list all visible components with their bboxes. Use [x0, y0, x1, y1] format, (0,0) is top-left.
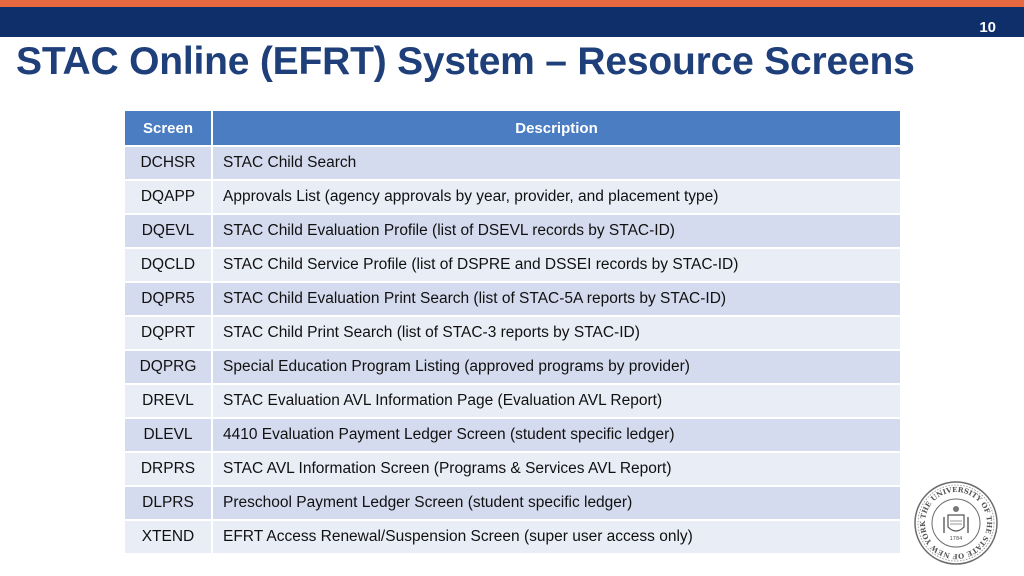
table-row [125, 181, 900, 213]
table-row [125, 249, 900, 281]
state-seal-icon [914, 481, 998, 565]
page-number: 10 [979, 19, 996, 36]
table-row [125, 453, 900, 485]
screen-description: STAC Child Search [213, 147, 900, 179]
screen-column-header: Screen [125, 111, 213, 145]
screen-code: DQPRT [125, 317, 213, 349]
accent-stripe [0, 0, 1024, 7]
screen-description: 4410 Evaluation Payment Ledger Screen (student specific ledger) [213, 419, 900, 451]
screen-code: DQEVL [125, 215, 213, 247]
screen-code: DQPRG [125, 351, 213, 383]
screen-code: XTEND [125, 521, 213, 553]
screen-description: STAC AVL Information Screen (Programs & Services AVL Report) [213, 453, 900, 485]
table-row [125, 215, 900, 247]
screen-code: DQAPP [125, 181, 213, 213]
screen-description: STAC Child Evaluation Print Search (list of STAC-5A reports by STAC-ID) [213, 283, 900, 315]
table-row [125, 385, 900, 417]
resource-screens-table [125, 109, 900, 555]
screen-code: DCHSR [125, 147, 213, 179]
screen-code: DREVL [125, 385, 213, 417]
table-row [125, 351, 900, 383]
table-header-row [125, 111, 900, 145]
screen-description: STAC Child Evaluation Profile (list of DSEVL records by STAC-ID) [213, 215, 900, 247]
table-row [125, 487, 900, 519]
table-row [125, 147, 900, 179]
screen-code: DLEVL [125, 419, 213, 451]
seal-text: THE UNIVERSITY OF THE STATE OF NEW YORK [917, 484, 995, 562]
screen-code: DQPR5 [125, 283, 213, 315]
screen-description: Approvals List (agency approvals by year, provider, and placement type) [213, 181, 900, 213]
screen-description: STAC Child Print Search (list of STAC-3 reports by STAC-ID) [213, 317, 900, 349]
table-row [125, 283, 900, 315]
table-row [125, 317, 900, 349]
table-row [125, 419, 900, 451]
header-bar [0, 7, 1024, 37]
description-column-header: Description [213, 111, 900, 145]
screen-description: STAC Child Service Profile (list of DSPRE and DSSEI records by STAC-ID) [213, 249, 900, 281]
screen-code: DRPRS [125, 453, 213, 485]
page-title: STAC Online (EFRT) System – Resource Screens [16, 40, 915, 83]
table-row [125, 521, 900, 553]
screen-code: DQCLD [125, 249, 213, 281]
screen-description: STAC Evaluation AVL Information Page (Evaluation AVL Report) [213, 385, 900, 417]
screen-description: EFRT Access Renewal/Suspension Screen (super user access only) [213, 521, 900, 553]
screen-description: Preschool Payment Ledger Screen (student specific ledger) [213, 487, 900, 519]
seal-year: 1784 [949, 536, 963, 542]
screen-code: DLPRS [125, 487, 213, 519]
screen-description: Special Education Program Listing (approved programs by provider) [213, 351, 900, 383]
